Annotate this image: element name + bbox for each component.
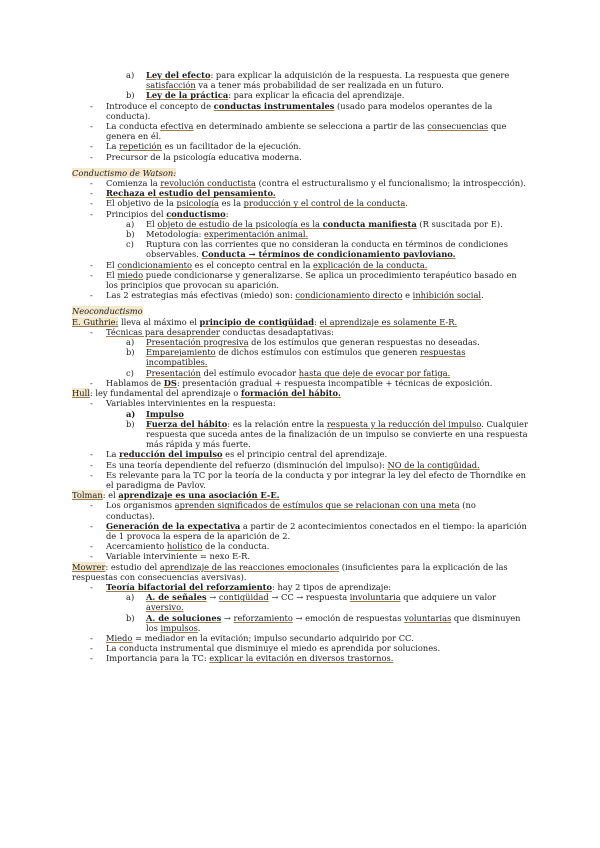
paragraph-tolman: Tolman: el aprendizaje es una asociación E-E.	[72, 490, 280, 501]
bullet-item: - Precursor de la psicología educativa moderna.	[90, 151, 302, 162]
list-item-a: a) Ley del efecto: para explicar la adquisición de la respuesta. La respuesta que genere	[126, 70, 510, 80]
list-item-b: b) Metodología: experimentación animal.	[126, 229, 309, 240]
continuation-line: respuesta que suceda antes de la finalización de un impulso se convierte en una respuesta	[146, 428, 528, 439]
continuation-line: satisfacción va a tener más probabilidad de ser realizada en un futuro.	[146, 80, 444, 91]
bullet-item: - Rechaza el estudio del pensamiento.	[90, 188, 276, 199]
list-item-a: a) A. de señales → contigüidad → CC → respuesta involuntaria que adquiere un valor	[126, 592, 497, 603]
document-page	[72, 70, 532, 664]
continuation-line: conducta).	[106, 110, 151, 121]
bullet-item: - Los organismos aprenden significados de estímulos que se relacionan con una meta (no	[90, 500, 476, 511]
paragraph-mowrer: Mowrer: estudio del aprendizaje de las reacciones emocionales (insuficientes para la explicación de las	[72, 561, 508, 572]
continuation-line: genera en él.	[106, 131, 162, 142]
list-item-c: c) Ruptura con las corrientes que no consideran la conducta en términos de condiciones	[126, 239, 508, 250]
bullet-item: - Generación de la expectativa a partir de 2 acontecimientos conectados en el tiempo: la aparición	[90, 520, 527, 531]
list-item-a: a) El objeto de estudio de la psicología es la conducta manifiesta (R suscitada por E).	[126, 218, 503, 229]
bullet-item: - La conducta instrumental que disminuye el miedo es aprendida por soluciones.	[90, 643, 441, 654]
continuation-line: el paradigma de Pavlov.	[106, 479, 206, 490]
bullet-item: - La reducción del impulso es el principio central del aprendizaje.	[90, 449, 388, 460]
continuation-line: los principios que provocan su aparición.	[106, 280, 280, 291]
paragraph-hull: Hull: ley fundamental del aprendizaje o formación del hábito.	[72, 388, 341, 399]
bullet-item: - El condicionamiento es el concepto central en la explicación de la conducta.	[90, 259, 428, 270]
bullet-item: - Importancia para la TC: explicar la evitación en diversos trastornos.	[90, 653, 394, 664]
list-item-b: b) Fuerza del hábito: es la relación entre la respuesta y la reducción del impulso. Cualquier	[126, 418, 528, 429]
paragraph-guthrie: E. Guthrie: lleva al máximo el principio de contigüidad: el aprendizaje es solamente E-R.	[72, 316, 458, 327]
continuation-line: respuestas con consecuencias aversivas).	[72, 571, 247, 582]
bullet-item: - Variable interviniente = nexo E-R.	[90, 551, 250, 562]
list-item-b: b) A. de soluciones → reforzamiento → emoción de respuestas voluntarias que disminuyen	[126, 612, 521, 623]
continuation-line: los impulsos.	[146, 622, 201, 633]
bullet-item: - La repetición es un facilitador de la ejecución.	[90, 141, 302, 152]
bullet-item: - Variables intervinientes en la respuesta:	[90, 398, 276, 409]
list-item-b: b) Emparejamiento de dichos estímulos con estímulos que generen respuestas	[126, 347, 466, 358]
continuation-line: aversivo.	[146, 602, 184, 613]
continuation-line: conductas).	[106, 510, 155, 521]
bullet-item: - Es una teoría dependiente del refuerzo (disminución del impulso): NO de la contigüidad.	[90, 459, 480, 470]
bullet-item: - Principios del conductismo:	[90, 208, 229, 219]
bullet-item: - Teoría bifactorial del reforzamiento: hay 2 tipos de aprendizaje:	[90, 581, 392, 592]
bullet-item: - Comienza la revolución conductista (contra el estructuralismo y el funcionalismo; la introspección).	[90, 178, 526, 189]
bullet-item: - Hablamos de DS: presentación gradual + respuesta incompatible + técnicas de exposición.	[90, 377, 493, 388]
bullet-item: - Introduce el concepto de conductas instrumentales (usado para modelos operantes de la	[90, 100, 493, 111]
list-item-a: a) Presentación progresiva de los estímulos que generan respuestas no deseadas.	[126, 337, 480, 348]
list-item-c: c) Presentación del estímulo evocador hasta que deje de evocar por fatiga.	[126, 367, 451, 378]
item-marker: a)	[126, 70, 135, 80]
list-item-a: a) Impulso	[126, 408, 184, 419]
list-item-b: b) Ley de la práctica: para explicar la eficacia del aprendizaje.	[126, 90, 405, 101]
section-heading-neoconductismo: Neoconductismo	[72, 306, 143, 317]
bullet-item: - La conducta efectiva en determinado ambiente se selecciona a partir de las consecuencias que	[90, 121, 507, 132]
bullet-item: - Técnicas para desaprender conductas desadaptativas:	[90, 326, 334, 337]
bullet-item: - Miedo = mediador en la evitación; impulso secundario adquirido por CC.	[90, 632, 414, 643]
continuation-line: de 1 provoca la espera de la aparición de 2.	[106, 530, 291, 541]
bullet-item: - El objetivo de la psicología es la producción y el control de la conducta.	[90, 198, 408, 209]
bullet-item: - Las 2 estrategias más efectivas (miedo) son: condicionamiento directo e inhibición social.	[90, 290, 484, 301]
continuation-line: incompatibles.	[146, 357, 208, 368]
bullet-item: - El miedo puede condicionarse y generalizarse. Se aplica un procedimiento terapéutico basado en	[90, 269, 517, 280]
continuation-line: más rápida y más fuerte.	[146, 439, 251, 450]
bullet-item: - Acercamiento holístico de la conducta.	[90, 541, 270, 552]
continuation-line: observables. Conducta → términos de condicionamiento pavloviano.	[146, 249, 456, 260]
bullet-item: - Es relevante para la TC por la teoría de la conducta y por integrar la ley del efecto de Thorndike en	[90, 469, 526, 480]
section-heading-watson: Conductismo de Watson:	[72, 167, 177, 178]
